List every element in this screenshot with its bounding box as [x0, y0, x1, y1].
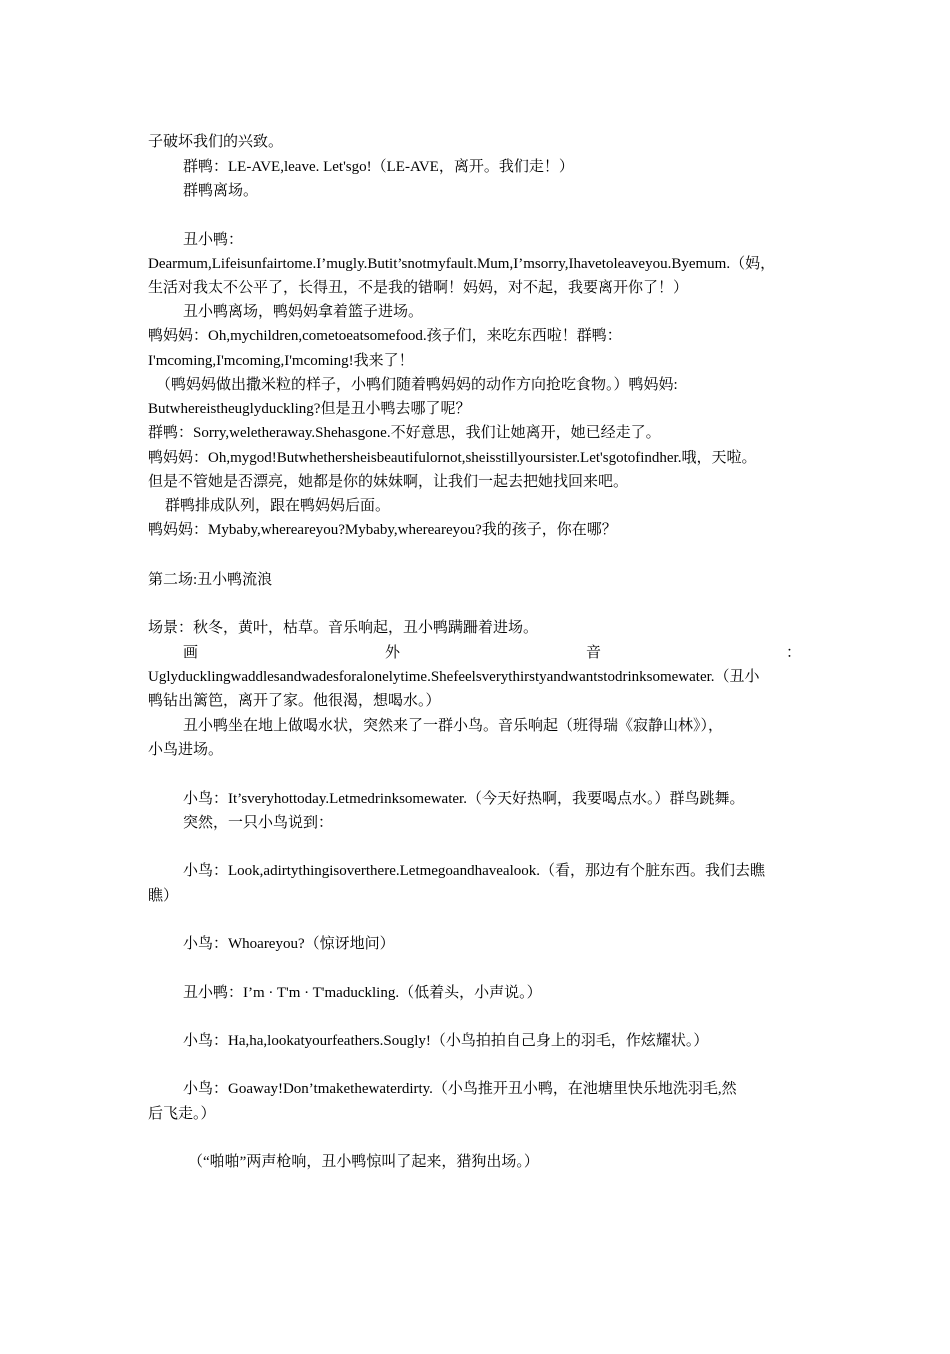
voiceover-char: 音: [586, 645, 602, 661]
text-line: 群鸭：Sorry,weletheraway.Shehasgone.不好意思，我们让她离开，她已经走了。: [148, 425, 661, 441]
text-line: Dearmum,Lifeisunfairtome.I’mugly.Butit’snotmyfault.Mum,I’msorry,Ihavetoleaveyou.Byemum.（妈，: [148, 256, 776, 272]
speaker-label: 丑小鸭：: [183, 232, 244, 248]
voiceover-char: ：: [786, 645, 802, 661]
text-line: 丑小鸭坐在地上做喝水状，突然来了一群小鸟。音乐响起（班得瑞《寂静山林》），: [183, 718, 724, 734]
text-line: 小鸟：Goaway!Don’tmakethewaterdirty.（小鸟推开丑小鸭，在池塘里快乐地洗羽毛,然: [183, 1081, 737, 1097]
voiceover-char: 画: [183, 645, 199, 661]
text-line: 鸭妈妈：Oh,mygod!Butwhethersheisbeautifulornot,sheisstillyoursister.Let'sgotofindher.哦，天啦。: [148, 450, 757, 466]
text-line: 鸭妈妈：Oh,mychildren,cometoeatsomefood.孩子们，来吃东西啦！群鸭：: [148, 328, 622, 344]
text-line: 小鸟：Whoareyou?（惊讶地问）: [183, 936, 395, 952]
text-line: 群鸭排成队列，跟在鸭妈妈后面。: [165, 498, 391, 514]
text-line: 小鸟：It’sveryhottoday.Letmedrinksomewater.（今天好热啊，我要喝点水。）群鸟跳舞。: [183, 791, 745, 807]
text-line: Uglyducklingwaddlesandwadesforalonelytime.Shefeelsverythirstyandwantstodrinksomewater.（丑小: [148, 669, 760, 685]
text-line: I'mcoming,I'mcoming,I'mcoming!我来了！: [148, 353, 414, 369]
text-line: 鸭妈妈：Mybaby,whereareyou?Mybaby,whereareyou?我的孩子，你在哪？: [148, 522, 617, 538]
voiceover-label: [148, 643, 804, 663]
text-line: 子破坏我们的兴致。: [148, 134, 284, 150]
text-line: 小鸟进场。: [148, 742, 224, 758]
scene-heading: 第二场:丑小鸭流浪: [148, 572, 273, 588]
voiceover-char: 外: [385, 645, 401, 661]
text-line: 群鸭离场。: [183, 183, 259, 199]
text-line: 场景：秋冬，黄叶，枯草。音乐响起，丑小鸭蹒跚着进场。: [148, 620, 539, 636]
text-line: （鸭妈妈做出撒米粒的样子，小鸭们随着鸭妈妈的动作方向抢吃食物。）鸭妈妈:: [156, 377, 678, 393]
text-line: 但是不管她是否漂亮，她都是你的妹妹啊，让我们一起去把她找回来吧。: [148, 474, 629, 490]
text-line: 群鸭：LE-AVE,leave. Let'sgo!（LE-AVE，离开。我们走！）: [183, 159, 574, 175]
text-line: Butwhereistheuglyduckling?但是丑小鸭去哪了呢？: [148, 401, 471, 417]
text-line: 突然，一只小鸟说到：: [183, 815, 334, 831]
text-line: 瞧）: [148, 888, 179, 904]
text-line: 后飞走。）: [148, 1106, 216, 1122]
text-line: （“啪啪”两声枪响，丑小鸭惊叫了起来，猎狗出场。）: [188, 1154, 539, 1170]
text-line: 小鸟：Ha,ha,lookatyourfeathers.Sougly!（小鸟拍拍自己身上的羽毛，作炫耀状。）: [183, 1033, 709, 1049]
text-line: 鸭钻出篱笆，离开了家。他很渴，想喝水。）: [148, 693, 441, 709]
text-line: 小鸟：Look,adirtythingisoverthere.Letmegoandhavealook.（看，那边有个脏东西。我们去瞧: [183, 863, 765, 879]
text-line: 生活对我太不公平了，长得丑，不是我的错啊！妈妈，对不起，我要离开你了！）: [148, 280, 689, 296]
text-line: 丑小鸭：I’m · T'm · T'maduckling.（低着头，小声说。）: [183, 985, 542, 1001]
text-line: 丑小鸭离场，鸭妈妈拿着篮子进场。: [183, 304, 424, 320]
